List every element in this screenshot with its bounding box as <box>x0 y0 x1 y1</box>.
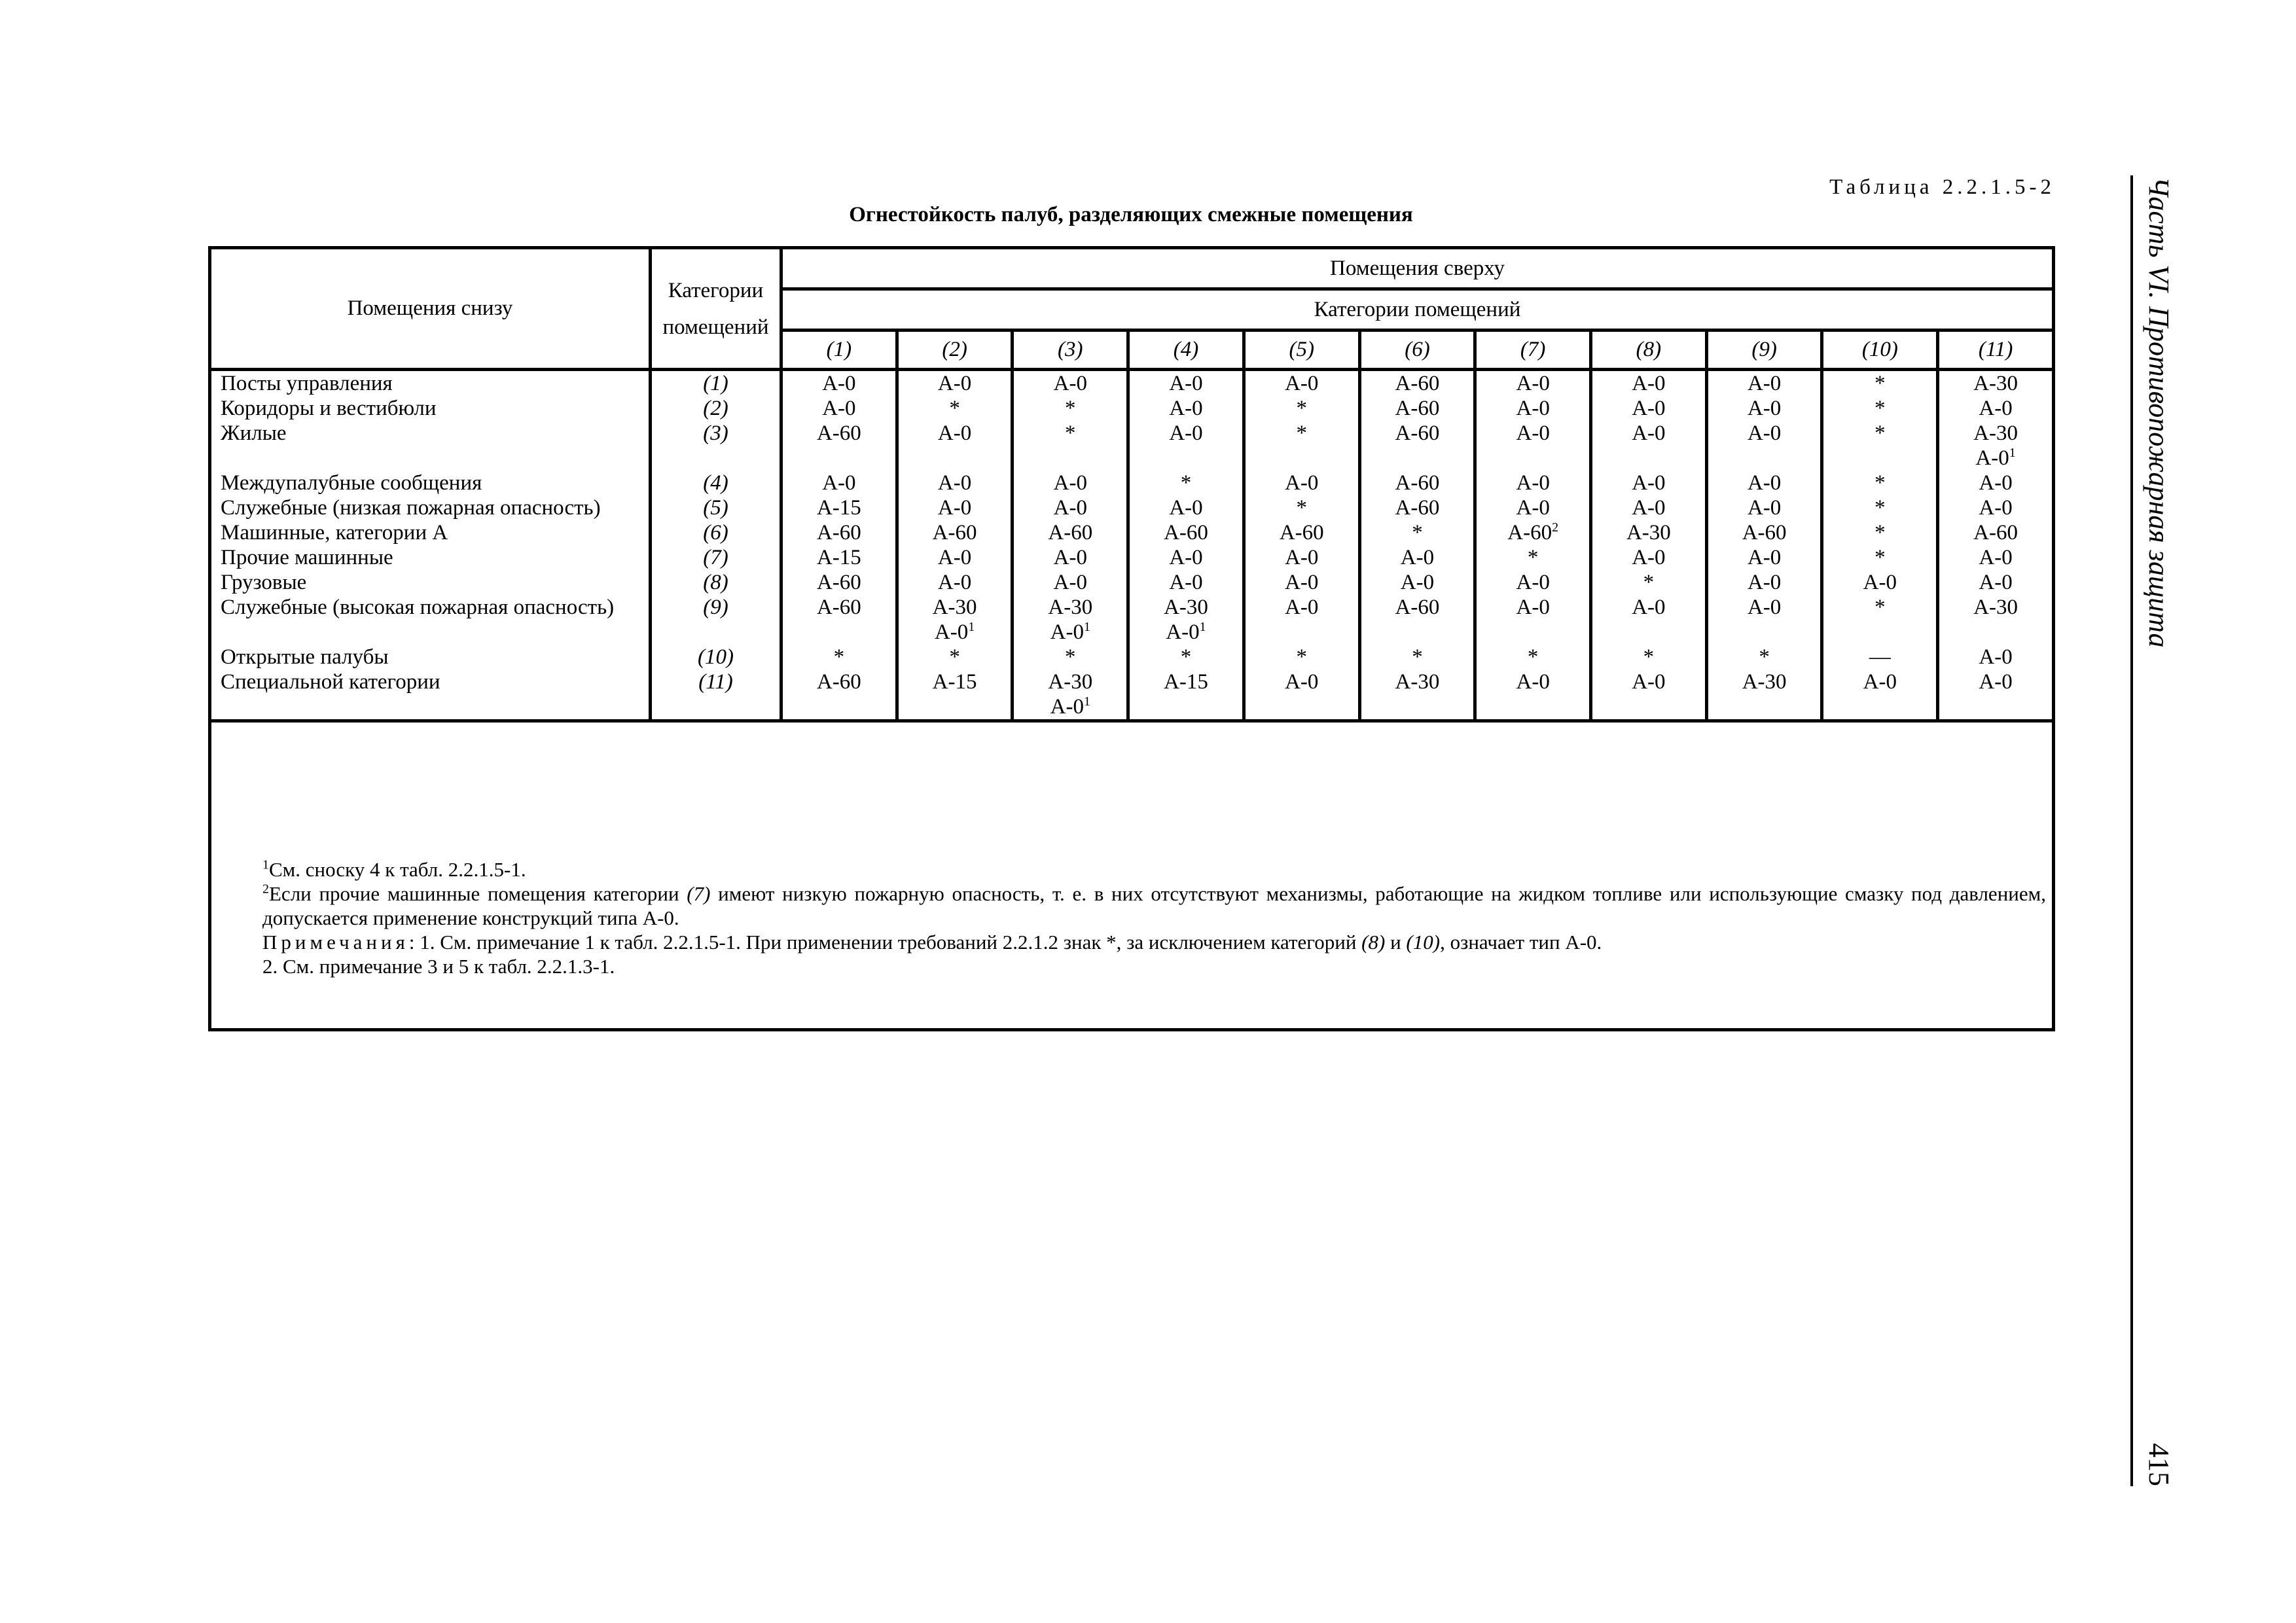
table-cell: А-0 <box>1706 421 1822 471</box>
row-room-name: Грузовые <box>210 570 651 595</box>
table-cell: * <box>1359 645 1475 669</box>
table-cell: А-0 <box>1475 595 1591 645</box>
table-cell: А-0 <box>1128 570 1244 595</box>
table-cell: А-60 <box>1359 370 1475 397</box>
table-cell: А-0 <box>1938 396 2054 421</box>
table-cell: А-0 <box>1938 645 2054 669</box>
table-cell: * <box>1359 520 1475 545</box>
side-rule <box>2130 175 2133 1486</box>
table-cell: А-0 <box>781 396 897 421</box>
table-cell: А-60 <box>781 570 897 595</box>
table-cell: А-30 $А-0^1$ <box>897 595 1013 645</box>
table-cell: А-0 <box>781 471 897 495</box>
table-cell: А-60 <box>1359 595 1475 645</box>
table-cell: А-15 <box>781 495 897 520</box>
table-cell: А-0 <box>1013 471 1128 495</box>
table-number-label: Таблица 2.2.1.5-2 <box>1829 175 2055 199</box>
row-room-name: Коридоры и вестибюли <box>210 396 651 421</box>
table-cell: А-60 <box>1359 421 1475 471</box>
table-cell: * <box>1822 370 1938 397</box>
table-cell: А-15 <box>1128 669 1244 721</box>
table-cell: * <box>1822 471 1938 495</box>
table-cell: * <box>1822 495 1938 520</box>
table-cell: А-0 <box>1244 370 1359 397</box>
header-category-number: (2) <box>897 330 1013 370</box>
table-cell: * <box>1591 570 1707 595</box>
header-category-number: (10) <box>1822 330 1938 370</box>
table-cell: А-0 <box>1938 495 2054 520</box>
table-cell: А-30 <box>1591 520 1707 545</box>
table-row <box>210 495 2054 520</box>
table-cell: А-60 <box>1128 520 1244 545</box>
table-cell: А-60 <box>1359 495 1475 520</box>
table-cell: А-0 <box>1475 421 1591 471</box>
table-cell: * <box>781 645 897 669</box>
table-row <box>210 669 2054 721</box>
header-category-number: (6) <box>1359 330 1475 370</box>
table-cell: * <box>1013 645 1128 669</box>
table-cell: А-0 <box>1013 570 1128 595</box>
row-room-name: Машинные, категории А <box>210 520 651 545</box>
table-cell: * <box>1475 545 1591 570</box>
row-category: (3) <box>651 421 781 471</box>
row-room-name: Специальной категории <box>210 669 651 721</box>
table-cell: А-30 $А-0^1$ <box>1938 421 2054 471</box>
table-cell: А-0 <box>1475 570 1591 595</box>
table-cell: — <box>1822 645 1938 669</box>
table-cell: * <box>1822 421 1938 471</box>
table-cell: А-30 $А-0^1$ <box>1013 595 1128 645</box>
table-cell: * <box>1475 645 1591 669</box>
header-category-number: (8) <box>1591 330 1707 370</box>
table-cell: А-0 <box>1128 396 1244 421</box>
row-room-name: Служебные (низкая пожарная опасность) <box>210 495 651 520</box>
header-rooms-above: Помещения сверху <box>781 248 2054 289</box>
table-cell: * <box>1244 495 1359 520</box>
table-cell: А-0 <box>1706 595 1822 645</box>
table-cell: * <box>1128 471 1244 495</box>
row-room-name: Жилые <box>210 421 651 471</box>
row-room-name: Междупалубные сообщения <box>210 471 651 495</box>
table-row <box>210 570 2054 595</box>
table-cell: А-0 <box>1591 421 1707 471</box>
part-title: Часть VI. Противопожарная защита <box>2143 177 2175 648</box>
table-row <box>210 595 2054 645</box>
page-number: 415 <box>2143 1443 2175 1486</box>
table-cell: * <box>1822 520 1938 545</box>
table-cell: А-60 <box>781 669 897 721</box>
table-cell: * <box>1244 421 1359 471</box>
header-category-number: (5) <box>1244 330 1359 370</box>
row-category: (5) <box>651 495 781 520</box>
table-cell: А-0 <box>1591 495 1707 520</box>
table-cell: А-0 <box>1706 471 1822 495</box>
header-category-number: (9) <box>1706 330 1822 370</box>
table-cell: * <box>1013 396 1128 421</box>
table-cell: А-0 <box>1591 471 1707 495</box>
table-notes <box>213 857 2046 978</box>
header-category-number: (11) <box>1938 330 2054 370</box>
row-category: (4) <box>651 471 781 495</box>
table-cell: А-0 <box>1475 495 1591 520</box>
table-cell: А-60 <box>1359 396 1475 421</box>
footnote-1: $^1$См. сноску 4 к табл. 2.2.1.5-1. <box>262 857 526 881</box>
table-cell: А-60 <box>1359 471 1475 495</box>
table-cell: А-0 <box>897 421 1013 471</box>
table-cell: * <box>897 396 1013 421</box>
fire-resistance-table <box>208 246 2055 722</box>
row-room-name: Служебные (высокая пожарная опасность) <box>210 595 651 645</box>
table-cell: А-30 <box>1706 669 1822 721</box>
table-cell: * <box>1244 396 1359 421</box>
table-cell: А-60 <box>897 520 1013 545</box>
table-cell: А-0 <box>1475 370 1591 397</box>
table-cell: А-0 <box>1244 669 1359 721</box>
table-cell: А-0 <box>1013 370 1128 397</box>
table-body <box>210 370 2054 721</box>
table-cell: А-0 <box>1938 669 2054 721</box>
table-cell: * <box>1706 645 1822 669</box>
table-cell: А-0 <box>1128 421 1244 471</box>
table-cell: А-0 <box>1475 396 1591 421</box>
row-category: (6) <box>651 520 781 545</box>
table-cell: А-0 <box>1128 370 1244 397</box>
table-cell: А-30 <box>1359 669 1475 721</box>
note-1: Примечания: 1. См. примечание 1 к табл. 2.2.1.5-1. При применении требований 2.2.1.2 знак *, за исключением категорий (8) и (10), означает тип А-0. <box>262 931 1602 954</box>
table-cell: А-0 <box>1244 471 1359 495</box>
row-category: (11) <box>651 669 781 721</box>
header-room-categories: Категории помещений <box>651 248 781 370</box>
table-cell: А-0 <box>1938 570 2054 595</box>
table-cell: А-15 <box>781 545 897 570</box>
table-cell: А-60 <box>1244 520 1359 545</box>
table-cell: А-0 <box>1359 545 1475 570</box>
table-cell: А-0 <box>1822 669 1938 721</box>
table-cell: А-0 <box>897 471 1013 495</box>
table-cell: А-0 <box>1591 669 1707 721</box>
row-category: (8) <box>651 570 781 595</box>
row-room-name: Открытые палубы <box>210 645 651 669</box>
table-cell: $А-60^2$ <box>1475 520 1591 545</box>
table-cell: А-60 <box>781 520 897 545</box>
table-cell: А-30 <box>1938 370 2054 397</box>
table-row <box>210 370 2054 397</box>
table-cell: А-60 <box>1938 520 2054 545</box>
header-category-number: (3) <box>1013 330 1128 370</box>
table-cell: А-30 $А-0^1$ <box>1128 595 1244 645</box>
row-room-name: Прочие машинные <box>210 545 651 570</box>
table-cell: А-0 <box>1244 595 1359 645</box>
table-title: Огнестойкость палуб, разделяющих смежные помещения <box>849 203 1413 226</box>
table-cell: А-0 <box>1475 471 1591 495</box>
row-category: (2) <box>651 396 781 421</box>
table-cell: А-0 <box>1244 545 1359 570</box>
table-cell: А-0 <box>897 495 1013 520</box>
table-cell: * <box>1822 545 1938 570</box>
table-cell: А-0 <box>1359 570 1475 595</box>
table-cell: * <box>897 645 1013 669</box>
row-category: (1) <box>651 370 781 397</box>
row-category: (10) <box>651 645 781 669</box>
header-category-number: (1) <box>781 330 897 370</box>
table-cell: А-0 <box>1706 495 1822 520</box>
table-cell: А-60 <box>1706 520 1822 545</box>
table-row <box>210 471 2054 495</box>
table-row <box>210 545 2054 570</box>
table-cell: * <box>1013 421 1128 471</box>
table-cell: А-15 <box>897 669 1013 721</box>
table-cell: А-0 <box>1128 495 1244 520</box>
table-cell: А-0 <box>1938 545 2054 570</box>
row-category: (9) <box>651 595 781 645</box>
table-cell: А-0 <box>1475 669 1591 721</box>
table-cell: А-60 <box>781 595 897 645</box>
table-cell: А-0 <box>897 570 1013 595</box>
table-cell: А-60 <box>781 421 897 471</box>
table-cell: А-0 <box>1591 595 1707 645</box>
table-cell: А-0 <box>1591 396 1707 421</box>
table-row <box>210 421 2054 471</box>
table-cell: * <box>1822 396 1938 421</box>
table-cell: А-0 <box>1822 570 1938 595</box>
table-cell: * <box>1244 645 1359 669</box>
header-category-number: (4) <box>1128 330 1244 370</box>
footnote-2: $^2$Если прочие машинные помещения категории (7) имеют низкую пожарную опасность, т. е. в них отсутствуют механизмы, работающие на жидком топливе или использующие смазку под давлением, допускается применение конструкций типа А-0. <box>262 882 2046 929</box>
header-rooms-below: Помещения снизу <box>210 248 651 370</box>
table-row <box>210 396 2054 421</box>
table-row <box>210 520 2054 545</box>
table-cell: А-30 <box>1938 595 2054 645</box>
table-cell: А-0 <box>1591 370 1707 397</box>
table-cell: А-0 <box>781 370 897 397</box>
table-cell: А-30 $А-0^1$ <box>1013 669 1128 721</box>
row-category: (7) <box>651 545 781 570</box>
table-cell: А-0 <box>1591 545 1707 570</box>
table-cell: * <box>1128 645 1244 669</box>
table-cell: А-0 <box>1013 545 1128 570</box>
table-cell: А-0 <box>1706 396 1822 421</box>
table-cell: * <box>1591 645 1707 669</box>
table-cell: * <box>1822 595 1938 645</box>
table-cell: А-0 <box>1706 545 1822 570</box>
row-room-name: Посты управления <box>210 370 651 397</box>
table-cell: А-0 <box>1128 545 1244 570</box>
table-cell: А-0 <box>1013 495 1128 520</box>
table-cell: А-60 <box>1013 520 1128 545</box>
table-cell: А-0 <box>897 370 1013 397</box>
table-cell: А-0 <box>1706 370 1822 397</box>
table-cell: А-0 <box>1244 570 1359 595</box>
header-category-number: (7) <box>1475 330 1591 370</box>
table-cell: А-0 <box>897 545 1013 570</box>
header-categories-above: Категории помещений <box>781 289 2054 330</box>
note-2: 2. См. примечание 3 и 5 к табл. 2.2.1.3-1. <box>262 955 615 978</box>
table-cell: А-0 <box>1706 570 1822 595</box>
table-row <box>210 645 2054 669</box>
table-cell: А-0 <box>1938 471 2054 495</box>
